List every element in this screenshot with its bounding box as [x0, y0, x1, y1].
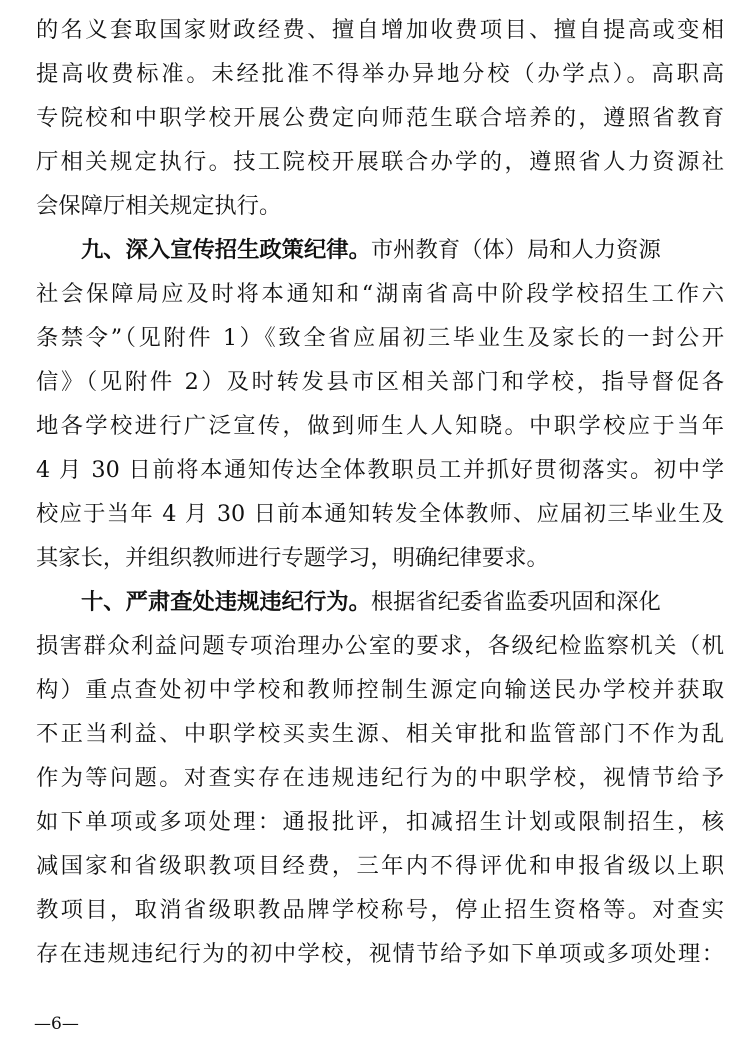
text-line: 校应于当年 4 月 30 日前本通知转发全体教师、应届初三毕业生及	[36, 501, 724, 527]
section-10-heading: 十、严肃查处违规违纪行为。	[81, 589, 371, 615]
section-10-first-line	[36, 580, 724, 624]
text-line: 4 月 30 日前将本通知传达全体教职员工并抓好贯彻落实。初中学	[36, 457, 724, 483]
section-9-heading: 九、深入宣传招生政策纪律。	[81, 237, 371, 263]
text-line: 条禁令”（见附件 1）《致全省应届初三毕业生及家长的一封公开	[36, 325, 724, 351]
text-line: 专院校和中职学校开展公费定向师范生联合培养的，遵照省教育	[36, 105, 724, 131]
text-line: 存在违规违纪行为的初中学校，视情节给予如下单项或多项处理：	[36, 941, 724, 967]
text-line: 会保障厅相关规定执行。	[36, 193, 282, 219]
text-line: 如下单项或多项处理：通报批评，扣减招生计划或限制招生，核	[36, 809, 724, 835]
text-line: 不正当利益、中职学校买卖生源、相关审批和监管部门不作为乱	[36, 721, 724, 747]
text-line: 提高收费标准。未经批准不得举办异地分校（办学点）。高职高	[36, 61, 724, 87]
text-line: 损害群众利益问题专项治理办公室的要求，各级纪检监察机关（机	[36, 633, 724, 659]
text-line: 信》（见附件 2）及时转发县市区相关部门和学校，指导督促各	[36, 369, 724, 395]
section-10-first-line-text: 根据省纪委省监委巩固和深化	[370, 589, 661, 615]
text-line: 其家长，并组织教师进行专题学习，明确纪律要求。	[36, 545, 549, 571]
body-text	[36, 8, 724, 976]
text-line: 的名义套取国家财政经费、擅自增加收费项目、擅自提高或变相	[36, 17, 724, 43]
text-line: 教项目，取消省级职教品牌学校称号，停止招生资格等。对查实	[36, 897, 724, 923]
text-line: 地各学校进行广泛宣传，做到师生人人知晓。中职学校应于当年	[36, 413, 724, 439]
section-9-first-line-text: 市州教育（体）局和人力资源	[370, 237, 661, 263]
text-line: 减国家和省级职教项目经费，三年内不得评优和申报省级以上职	[36, 853, 724, 879]
section-9-first-line	[36, 228, 724, 272]
page-number: —6—	[34, 1014, 79, 1034]
text-line: 社会保障局应及时将本通知和“湖南省高中阶段学校招生工作六	[36, 281, 724, 307]
text-line: 厅相关规定执行。技工院校开展联合办学的，遵照省人力资源社	[36, 149, 724, 175]
text-line: 作为等问题。对查实存在违规违纪行为的中职学校，视情节给予	[36, 765, 724, 791]
text-line: 构）重点查处初中学校和教师控制生源定向输送民办学校并获取	[36, 677, 724, 703]
